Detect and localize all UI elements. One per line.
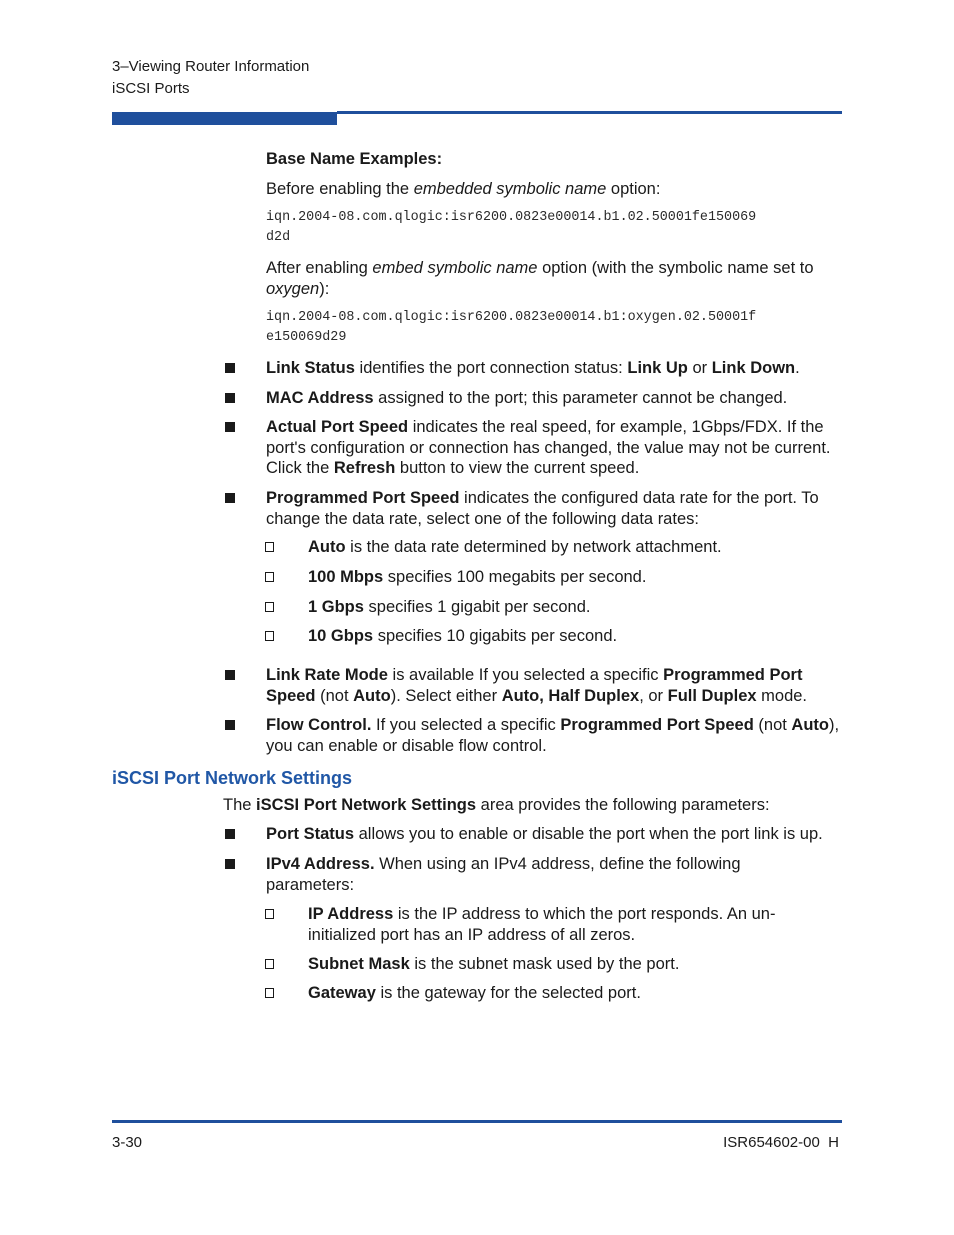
bullet-mac-address: MAC Address assigned to the port; this parameter cannot be changed. [266, 389, 788, 407]
bullet-square-icon [223, 824, 237, 845]
running-header-section: iSCSI Ports [112, 80, 190, 97]
bullet-square-icon [223, 715, 237, 736]
bullet-square-icon [223, 854, 237, 875]
bullet-link-rate-mode: Link Rate Mode is available If you selected a specific Programmed Port Speed (not Auto). Select either Auto, Half Duplex, or Full Duplex mode. [266, 666, 808, 705]
code-example-before: iqn.2004-08.com.qlogic:isr6200.0823e00014.b1.02.50001fe150069 d2d [266, 210, 757, 245]
after-enabling-text: After enabling embed symbolic name option (with the symbolic name set to oxygen): [266, 259, 814, 298]
header-accent-bar [112, 112, 337, 125]
bullet-flow-control: Flow Control. If you selected a specific Programmed Port Speed (not Auto), you can enable or disable flow control. [266, 716, 840, 755]
section-intro: The iSCSI Port Network Settings area provides the following parameters: [223, 796, 770, 814]
param-item: Subnet Mask is the subnet mask used by the port. [308, 955, 680, 973]
checkbox-bullet-icon [265, 567, 279, 587]
rate-item: 10 Gbps specifies 10 gigabits per second. [308, 627, 618, 645]
page-number: 3-30 [112, 1134, 143, 1151]
base-name-heading: Base Name Examples: [266, 150, 443, 168]
bullet-programmed-port-speed: Programmed Port Speed indicates the configured data rate for the port. To change the data rate, select one of the following data rates: [266, 489, 819, 528]
running-header-chapter: 3–Viewing Router Information [112, 58, 310, 75]
bullet-square-icon [223, 488, 237, 509]
bullet-square-icon [223, 388, 237, 409]
rate-item: 1 Gbps specifies 1 gigabit per second. [308, 598, 591, 616]
footer-rule [112, 1120, 842, 1123]
checkbox-bullet-icon [265, 597, 279, 617]
bullet-square-icon [223, 358, 237, 379]
rate-item: 100 Mbps specifies 100 megabits per second. [308, 568, 647, 586]
before-enabling-text: Before enabling the embedded symbolic name option: [266, 180, 661, 198]
bullet-link-status: Link Status identifies the port connection status: Link Up or Link Down. [266, 359, 800, 377]
checkbox-bullet-icon [265, 904, 279, 924]
code-example-after: iqn.2004-08.com.qlogic:isr6200.0823e00014.b1:oxygen.02.50001f e150069d29 [266, 310, 757, 345]
checkbox-bullet-icon [265, 626, 279, 646]
section-title: iSCSI Port Network Settings [112, 768, 353, 788]
param-item: Gateway is the gateway for the selected port. [308, 984, 641, 1002]
document-number: ISR654602-00 H [723, 1134, 839, 1151]
rate-item: Auto is the data rate determined by network attachment. [308, 538, 722, 556]
checkbox-bullet-icon [265, 954, 279, 974]
bullet-ipv4-address: IPv4 Address. When using an IPv4 address, define the following parameters: [266, 855, 741, 894]
param-item: IP Address is the IP address to which the port responds. An un-initialized port has an IP address of all zeros. [308, 905, 776, 944]
bullet-square-icon [223, 417, 237, 438]
header-rule [337, 111, 842, 114]
checkbox-bullet-icon [265, 983, 279, 1003]
checkbox-bullet-icon [265, 537, 279, 557]
bullet-square-icon [223, 665, 237, 686]
bullet-actual-port-speed: Actual Port Speed indicates the real speed, for example, 1Gbps/FDX. If the port's configuration or connection has changed, the value may not be current. Click the Refresh button to view the current speed. [266, 418, 831, 477]
bullet-port-status: Port Status allows you to enable or disable the port when the port link is up. [266, 825, 823, 843]
